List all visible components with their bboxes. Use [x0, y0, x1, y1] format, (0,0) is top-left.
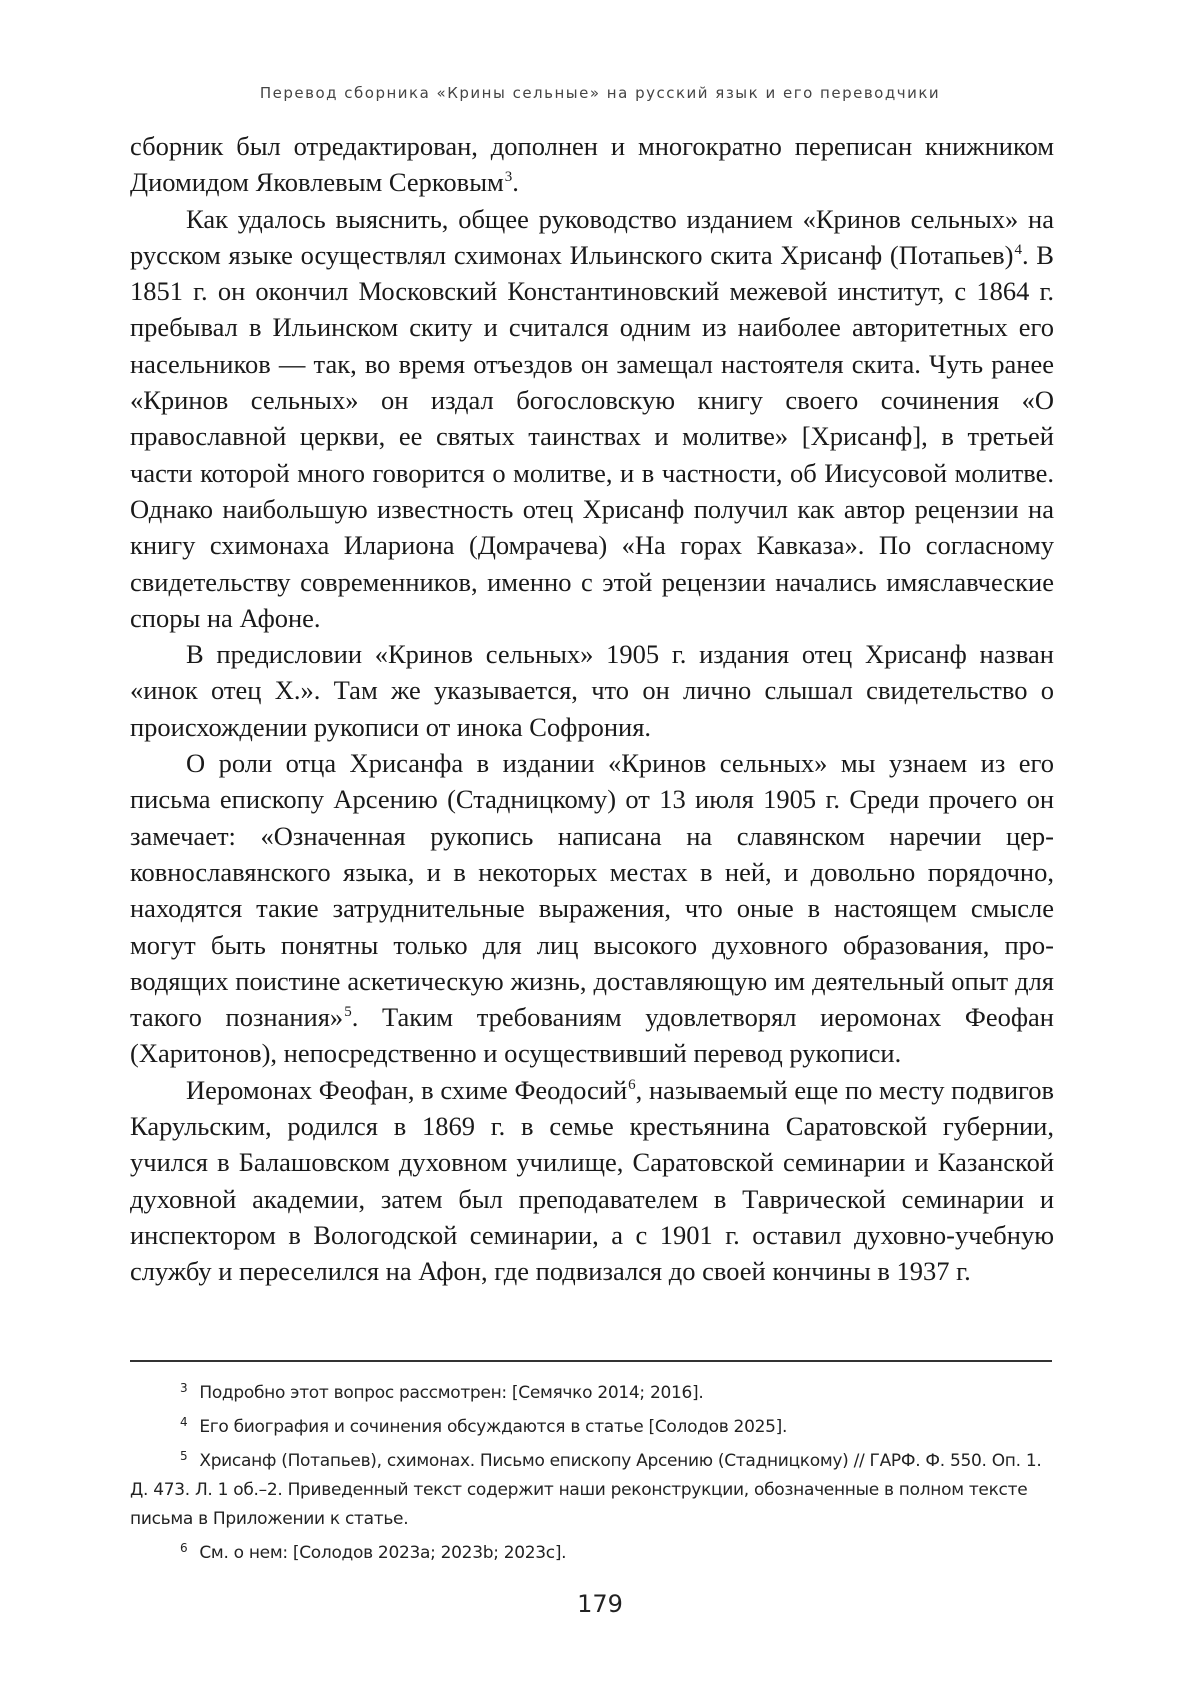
paragraph-text: . [512, 167, 519, 198]
body-paragraph [130, 201, 1054, 637]
paragraph-text: сборник был отредактирован, дополнен и многократно переписан книжником Диомидом Яковлевым Серковым [130, 131, 1054, 198]
main-text [130, 128, 1054, 1290]
footnote-number: 6 [180, 1541, 188, 1555]
footnote-number: 3 [180, 1381, 188, 1395]
footnote-text: Хрисанф (Потапьев), схимонах. Письмо епископу Арсению (Стадницкому) // ГАРФ. Ф. 550. Оп. 1. Д. 473. Л. 1 об.–2. Приведенный текст содержит наши реконструкции, обозначенные в полном тексте письма в Приложении к статье. [130, 1451, 1042, 1529]
paragraph-text: . Таким требованиям удовлетворял иеромонах Феофан (Харитонов), непосредственно и осуществивший перевод рукописи. [130, 1002, 1054, 1069]
footnote-text: Его биография и сочинения обсуждаются в статье [Солодов 2025]. [199, 1417, 788, 1437]
body-paragraph [130, 128, 1054, 201]
footnote [130, 1374, 1052, 1408]
paragraph-text: О роли отца Хрисанфа в издании «Кринов сельных» мы узнаем из его письма епископу Арсению (Стадницкому) от 13 июля 1905 г. Среди прочего он замечает: «Означенная рукопись написана на славянском наречии церковнославянского языка, и в некоторых местах в ней, и довольно порядочно, находятся такие затруднительные выражения, что оные в настоящем смысле могут быть понятны только для лиц высокого духовного образования, проводящих поистине аскетическую жизнь, доставляющую им деятельный опыт для такого познания» [130, 748, 1054, 1033]
body-paragraph [130, 1072, 1054, 1290]
footnote-separator [130, 1360, 1052, 1362]
footnote-reference[interactable]: 3 [504, 169, 513, 186]
body-paragraph [130, 745, 1054, 1072]
footnote-reference[interactable]: 4 [1014, 242, 1022, 259]
footnote-text: См. о нем: [Солодов 2023a; 2023b; 2023c]. [199, 1543, 567, 1563]
running-header: Перевод сборника «Крины сельные» на русский язык и его переводчики [259, 84, 941, 102]
footnotes [130, 1374, 1052, 1568]
footnote [130, 1442, 1052, 1534]
page-number: 179 [577, 1590, 623, 1618]
paragraph-text: , называемый еще по месту подвигов Карульским, родился в 1869 г. в семье крестьянина Саратовской губернии, учился в Балашовском духовном училище, Саратовской семинарии и Казанской духовной академии, затем был преподавателем в Таврической семинарии и инспектором в Вологодской семинарии, а с 1901 г. оставил духовно-учебную службу и переселился на Афон, где подвизался до своей кончины в 1937 г. [130, 1074, 1054, 1287]
paragraph-text: В предисловии «Кринов сельных» 1905 г. издания отец Хрисанф назван «инок отец Х.». Там же указывается, что он лично слышал свидетельство о происхождении рукописи от инока Софрония. [130, 639, 1054, 742]
paragraph-text: Как удалось выяснить, общее руководство изданием «Кринов сельных» на русском языке осуществлял схимонах Ильинского скита Хрисанф (Потапьев) [130, 203, 1054, 270]
footnote-text: Подробно этот вопрос рассмотрен: [Семячко 2014; 2016]. [199, 1383, 704, 1403]
footnote-reference[interactable]: 5 [344, 1004, 352, 1021]
footnote [130, 1534, 1052, 1568]
footnote-number: 4 [180, 1415, 188, 1429]
footnote [130, 1408, 1052, 1442]
footnote-number: 5 [180, 1449, 188, 1463]
footnote-reference[interactable]: 6 [628, 1076, 636, 1093]
paragraph-text: . В 1851 г. он окончил Московский Константиновский межевой институт, с 1864 г. пребывал в Ильинском скиту и считался одним из наиболее авторитетных его насельников — так, во время отъездов он замещал настоятеля скита. Чуть ранее «Кринов сельных» он издал богословскую книгу своего сочинения «О православной церкви, ее святых таинствах и молитве» [Хрисанф], в третьей части которой много говорится о молитве, и в частности, об Иисусовой молитве. Однако наибольшую известность отец Хрисанф получил как автор рецензии на книгу схимонаха Илариона (Домрачева) «На горах Кавказа». По согласному свидетельству современников, именно с этой рецензии начались имяславческие споры на Афоне. [130, 239, 1054, 633]
body-paragraph [130, 636, 1054, 745]
paragraph-text: Иеромонах Феофан, в схиме Феодосий [186, 1074, 628, 1105]
